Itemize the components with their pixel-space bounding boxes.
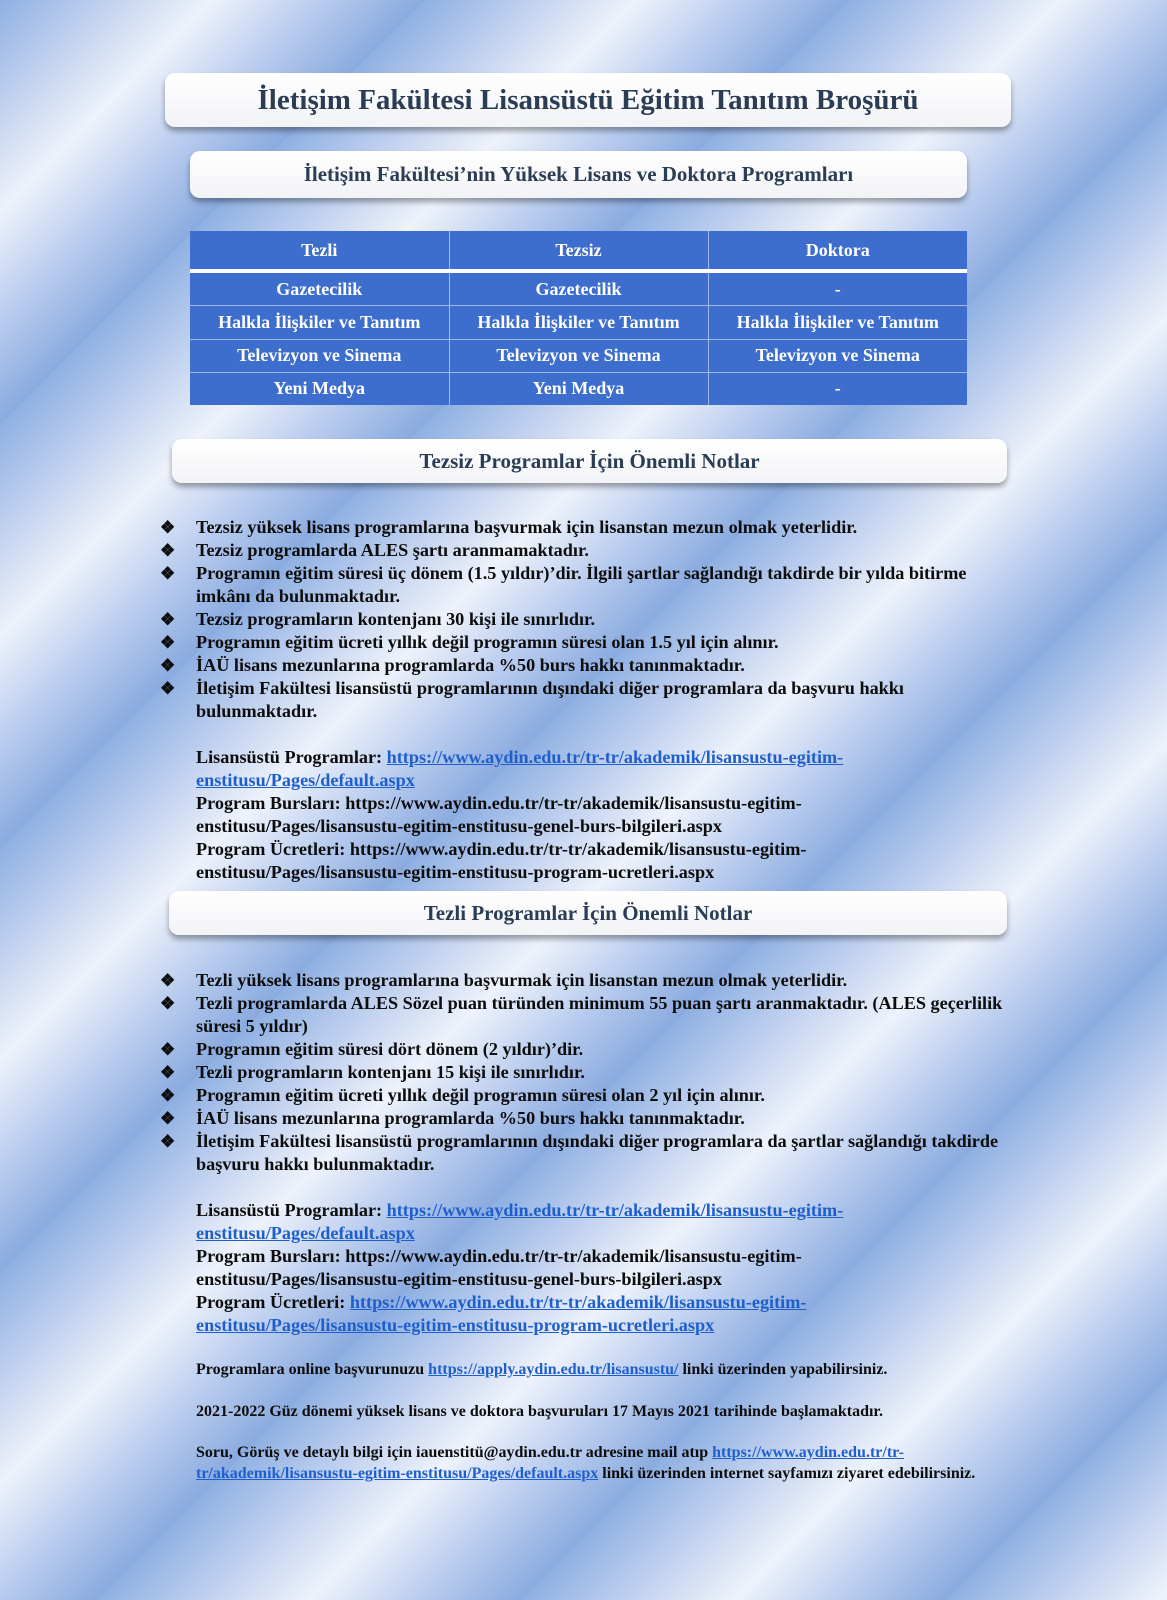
ucret-link-label: Program Ücretleri: [196, 839, 346, 859]
page-title [165, 73, 1011, 127]
ucret-link-line [196, 838, 1020, 884]
list-item [160, 1084, 1020, 1107]
list-item-text: Tezsiz programların kontenjanı 30 kişi ile sınırlıdır. [196, 609, 595, 629]
tezli-notes-heading-text: Tezli Programlar İçin Önemli Notlar [423, 900, 753, 925]
table-cell: Halkla İlişkiler ve Tanıtım [449, 306, 708, 339]
table-row [190, 372, 967, 405]
list-item [160, 654, 1020, 677]
list-item-text: İAÜ lisans mezunlarına programlarda %50 burs hakkı tanınmaktadır. [196, 655, 745, 675]
list-item-text: Programın eğitim ücreti yıllık değil programın süresi olan 1.5 yıl için alınır. [196, 632, 779, 652]
diamond-bullet-icon: ❖ [160, 1109, 176, 1128]
diamond-bullet-icon: ❖ [160, 994, 176, 1013]
programs-heading-text: İletişim Fakültesi’nin Yüksek Lisans ve Doktora Programları [303, 162, 854, 186]
tezli-notes-heading [169, 891, 1007, 935]
diamond-bullet-icon: ❖ [160, 1086, 176, 1105]
diamond-bullet-icon: ❖ [160, 679, 176, 698]
tezsiz-notes-heading [172, 439, 1007, 483]
table-cell: Halkla İlişkiler ve Tanıtım [190, 306, 449, 339]
burs-link-label: Program Bursları: [196, 793, 341, 813]
apply-note-suffix: linki üzerinden yapabilirsiniz. [682, 1361, 888, 1378]
table-row [190, 306, 967, 339]
diamond-bullet-icon: ❖ [160, 1063, 176, 1082]
programs-table [190, 231, 967, 405]
column-header-tezsiz: Tezsiz [449, 231, 708, 271]
list-item [160, 1130, 1020, 1176]
list-item [160, 539, 1020, 562]
diamond-bullet-icon: ❖ [160, 564, 176, 583]
tezli-notes [160, 969, 1020, 1337]
programs-link-line [196, 1199, 1020, 1245]
programs-link[interactable]: https://www.aydin.edu.tr/tr-tr/akademik/lisansustu-egitim- enstitusu/Pages/default.aspx [196, 747, 844, 790]
diamond-bullet-icon: ❖ [160, 633, 176, 652]
list-item-text: Tezsiz yüksek lisans programlarına başvurmak için lisanstan mezun olmak yeterlidir. [196, 517, 858, 537]
ucret-link-line [196, 1291, 1020, 1337]
list-item-text: Tezli programlarda ALES Sözel puan türünden minimum 55 puan şartı aranmaktadır. (ALES geçerlilik süresi 5 yıldır) [196, 993, 1003, 1036]
diamond-bullet-icon: ❖ [160, 656, 176, 675]
programs-link-label: Lisansüstü Programlar: [196, 1200, 383, 1220]
burs-url-text: https://www.aydin.edu.tr/tr-tr/akademik/lisansustu-egitim- enstitusu/Pages/lisansustu-egitim-enstitusu-genel-burs-bilgileri.aspx [196, 793, 802, 836]
contact-note-suffix: linki üzerinden internet sayfamızı ziyaret edebilirsiniz. [602, 1464, 976, 1482]
diamond-bullet-icon: ❖ [160, 610, 176, 629]
contact-note-text: Soru, Görüş ve detaylı bilgi için iauenstitü@aydin.edu.tr adresine mail atıp [196, 1444, 709, 1461]
date-note-text: 2021-2022 Güz dönemi yüksek lisans ve doktora başvuruları 17 Mayıs 2021 tarihinde başlamaktadır. [196, 1403, 884, 1420]
list-item-text: Programın eğitim ücreti yıllık değil programın süresi olan 2 yıl için alınır. [196, 1085, 765, 1105]
burs-link-label: Program Bursları: [196, 1246, 341, 1266]
diamond-bullet-icon: ❖ [160, 518, 176, 537]
table-cell: Televizyon ve Sinema [449, 339, 708, 372]
table-cell: - [708, 372, 967, 405]
ucret-link[interactable]: https://www.aydin.edu.tr/tr-tr/akademik/lisansustu-egitim- enstitusu/Pages/lisansustu-egitim-enstitusu-program-ucretleri.aspx [196, 1292, 807, 1335]
list-item-text: Tezsiz programlarda ALES şartı aranmamaktadır. [196, 540, 589, 560]
table-cell: - [708, 271, 967, 306]
column-header-doktora: Doktora [708, 231, 967, 271]
table-row [190, 339, 967, 372]
list-item-text: İletişim Fakültesi lisansüstü programlarının dışındaki diğer programlara da başvuru hakkı bulunmaktadır. [196, 678, 904, 721]
contact-link[interactable]: https://www.aydin.edu.tr/tr- tr/akademik/lisansustu-egitim-enstitusu/Pages/default.aspx [196, 1444, 904, 1482]
table-cell: Televizyon ve Sinema [708, 339, 967, 372]
tezsiz-links [160, 746, 1020, 884]
list-item [160, 562, 1020, 608]
list-item-text: Tezli yüksek lisans programlarına başvurmak için lisanstan mezun olmak yeterlidir. [196, 970, 848, 990]
page-title-text: İletişim Fakültesi Lisansüstü Eğitim Tanıtım Broşürü [257, 83, 919, 116]
burs-url-text: https://www.aydin.edu.tr/tr-tr/akademik/lisansustu-egitim- enstitusu/Pages/lisansustu-egitim-enstitusu-genel-burs-bilgileri.aspx [196, 1246, 802, 1289]
programs-link-label: Lisansüstü Programlar: [196, 747, 383, 767]
list-item-text: Programın eğitim süresi üç dönem (1.5 yıldır)’dir. İlgili şartlar sağlandığı takdirde bir yılda bitirme imkânı da bulunmaktadır. [196, 563, 967, 606]
tezsiz-notes-list [160, 516, 1020, 723]
apply-link[interactable]: https://apply.aydin.edu.tr/lisansustu/ [428, 1361, 679, 1378]
diamond-bullet-icon: ❖ [160, 971, 176, 990]
list-item [160, 1038, 1020, 1061]
tezli-links [160, 1199, 1020, 1337]
tezsiz-notes-heading-text: Tezsiz Programlar İçin Önemli Notlar [419, 448, 760, 473]
apply-note [196, 1360, 1016, 1381]
list-item [160, 1061, 1020, 1084]
table-cell: Gazetecilik [276, 278, 363, 299]
burs-link-line [196, 792, 1020, 838]
diamond-bullet-icon: ❖ [160, 541, 176, 560]
list-item [160, 677, 1020, 723]
diamond-bullet-icon: ❖ [160, 1132, 176, 1151]
table-cell: Gazetecilik [449, 271, 708, 306]
tezli-notes-list [160, 969, 1020, 1176]
table-cell: Halkla İlişkiler ve Tanıtım [708, 306, 967, 339]
list-item-text: İAÜ lisans mezunlarına programlarda %50 burs hakkı tanınmaktadır. [196, 1108, 745, 1128]
list-item [160, 516, 1020, 539]
list-item [160, 992, 1020, 1038]
ucret-link-label: Program Ücretleri: [196, 1292, 346, 1312]
table-row [190, 271, 967, 306]
date-note [196, 1402, 1016, 1423]
list-item [160, 1107, 1020, 1130]
list-item-text: Programın eğitim süresi dört dönem (2 yıldır)’dir. [196, 1039, 584, 1059]
programs-link-line [196, 746, 1020, 792]
table-header-row [190, 231, 967, 271]
burs-link-line [196, 1245, 1020, 1291]
contact-note [196, 1443, 1016, 1484]
programs-heading [190, 151, 967, 198]
list-item [160, 631, 1020, 654]
programs-link[interactable]: https://www.aydin.edu.tr/tr-tr/akademik/lisansustu-egitim- enstitusu/Pages/default.aspx [196, 1200, 844, 1243]
list-item-text: İletişim Fakültesi lisansüstü programlarının dışındaki diğer programlara da şartlar sağlandığı takdirde başvuru hakkı bulunmaktadır. [196, 1131, 999, 1174]
apply-note-text: Programlara online başvurunuzu [196, 1361, 425, 1378]
diamond-bullet-icon: ❖ [160, 1040, 176, 1059]
list-item [160, 969, 1020, 992]
ucret-url-text: https://www.aydin.edu.tr/tr-tr/akademik/lisansustu-egitim- enstitusu/Pages/lisansustu-egitim-enstitusu-program-ucretleri.aspx [196, 839, 807, 882]
table-cell: Yeni Medya [190, 372, 449, 405]
list-item [160, 608, 1020, 631]
column-header-tezli: Tezli [190, 231, 449, 271]
table-cell: Televizyon ve Sinema [190, 339, 449, 372]
list-item-text: Tezli programların kontenjanı 15 kişi ile sınırlıdır. [196, 1062, 585, 1082]
tezsiz-notes [160, 516, 1020, 884]
table-cell: Yeni Medya [449, 372, 708, 405]
